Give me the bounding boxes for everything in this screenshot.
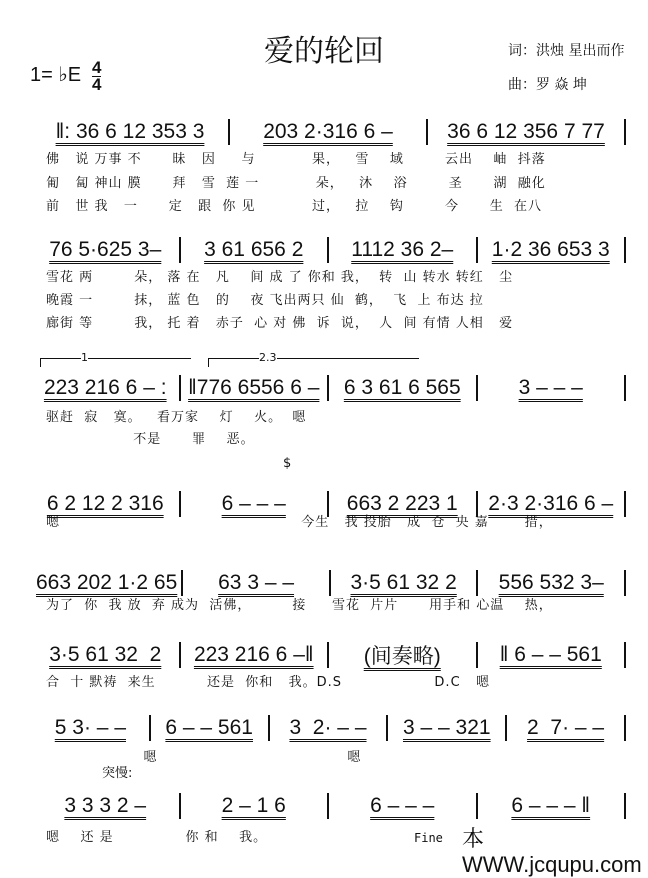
bar-line xyxy=(327,642,329,668)
bar-line xyxy=(327,237,329,263)
bar-line xyxy=(386,715,388,741)
bar-line xyxy=(624,642,626,668)
bar-line xyxy=(624,715,626,741)
measure: 1112 36 2– xyxy=(351,238,454,261)
bar-line xyxy=(476,793,478,819)
measure: 2 – 1 6 xyxy=(221,794,286,817)
volta-2-label: 2.3 xyxy=(259,351,277,364)
bar-line xyxy=(624,793,626,819)
bar-line xyxy=(624,491,626,517)
notation-system xyxy=(36,792,630,820)
notation-system xyxy=(36,490,630,518)
measure: 556 532 3– xyxy=(498,571,604,594)
lyric-line: 嗯 还 是 你 和 我。 xyxy=(46,830,268,845)
bar-line xyxy=(149,715,151,741)
notation-system xyxy=(36,236,630,264)
measure: ‖ 6 – – 561 xyxy=(499,643,602,666)
notation-system xyxy=(36,569,630,597)
bar-line xyxy=(228,119,230,145)
volta-1-label: 1 xyxy=(81,351,88,364)
meter-bottom: 4 xyxy=(92,75,102,94)
measure: 6 2 12 2 316 xyxy=(46,492,164,515)
measure: 3 – – – xyxy=(518,376,583,399)
bar-line xyxy=(179,793,181,819)
tempo-note: 突慢: xyxy=(102,766,133,781)
bar-line xyxy=(179,642,181,668)
measure: 663 202 1·2 65 xyxy=(36,571,178,594)
bar-line xyxy=(327,491,329,517)
bar-line xyxy=(268,715,270,741)
measure: 6 – – – xyxy=(370,794,435,817)
bar-line xyxy=(179,491,181,517)
lyric-line: 合 十 默祷 来生 还是 你和 我。D.S D.C 嗯 xyxy=(46,675,491,690)
bar-line xyxy=(327,793,329,819)
lyric-line: 嗯 嗯 xyxy=(46,750,362,765)
measure: 3 – – 321 xyxy=(402,716,491,739)
measure: 6 – – 561 xyxy=(165,716,253,739)
bar-line xyxy=(181,570,183,596)
meter-top: 4 xyxy=(92,58,102,77)
lyric-line: 驱赶 寂 寞。 看万家 灯 火。 嗯 xyxy=(46,410,307,425)
measure: 6 – – – ‖ xyxy=(511,794,591,817)
lyric-line: 雪花 两 朵， 落 在 凡 间 成 了 你和 我， 转 山 转水 转红 尘 xyxy=(46,270,514,285)
volta-1 xyxy=(40,351,191,367)
measure: 3 3 3 2 – xyxy=(64,794,147,817)
bar-line xyxy=(476,237,478,263)
bar-line xyxy=(624,375,626,401)
measure: 663 2 223 1 xyxy=(346,492,458,515)
bar-line xyxy=(327,375,329,401)
watermark: 本WWW.jcqupu.com xyxy=(462,826,642,877)
measure: 3 61 656 2 xyxy=(204,238,304,261)
bar-line xyxy=(476,375,478,401)
fine-mark: Fine xyxy=(414,831,443,845)
measure: 2·3 2·316 6 – xyxy=(488,492,614,515)
measure: 1·2 36 653 3 xyxy=(491,238,610,261)
notation-system xyxy=(36,714,630,742)
lyric-line: 不是 罪 恶。 xyxy=(46,432,255,447)
lyric-line: 匍 匐 神山 膜 拜 雪 莲 一 朵， 沐 浴 圣 湖 融化 xyxy=(46,176,546,191)
measure: 6 3 61 6 565 xyxy=(343,376,461,399)
bar-line xyxy=(179,375,181,401)
measure: 6 – – – xyxy=(221,492,286,515)
measure: 5 3· – – xyxy=(54,716,126,739)
measure: 3·5 61 32 2 xyxy=(49,643,162,666)
key-signature: 1= ♭E xyxy=(30,64,82,86)
bar-line xyxy=(179,237,181,263)
song-title: 爱的轮回 xyxy=(264,34,384,69)
measure: 223 216 6 –‖ xyxy=(193,643,314,666)
time-signature xyxy=(92,60,101,93)
bar-line xyxy=(624,119,626,145)
notation-system xyxy=(36,374,630,402)
measure: ‖: 36 6 12 353 3 xyxy=(55,120,205,143)
bar-line xyxy=(624,570,626,596)
bar-line xyxy=(505,715,507,741)
measure: 203 2·316 6 – xyxy=(263,120,393,143)
measure: 36 6 12 356 7 77 xyxy=(447,120,605,143)
measure: (间奏略) xyxy=(363,645,441,668)
bar-line xyxy=(476,642,478,668)
measure: 3 2· – – xyxy=(289,716,367,739)
measure: 63 3 – – xyxy=(218,571,295,594)
lyric-line: 佛 说 万事 不 昧 因 与 果， 雪 域 云出 岫 抖落 xyxy=(46,152,546,167)
lyric-line: 晚霞 一 抹， 蓝 色 的 夜 飞出两只 仙 鹤， 飞 上 布达 拉 xyxy=(46,293,484,308)
lyric-line: 前 世 我 一 定 跟 你 见 过， 拉 钩 今 生 在八 xyxy=(46,199,543,214)
measure: 223 216 6 – : xyxy=(43,376,167,399)
lyricist: 词：洪烛 星出而作 xyxy=(508,43,625,59)
notation-system xyxy=(36,641,630,669)
bar-line xyxy=(624,237,626,263)
measure: ‖776 6556 6 – xyxy=(188,376,320,399)
measure: 2 7· – – xyxy=(527,716,605,739)
lyric-line: 廊街 等 我， 托 着 赤子 心 对 佛 诉 说， 人 间 有情 人相 爱 xyxy=(46,316,514,331)
segno-sign: $ xyxy=(283,456,292,471)
bar-line xyxy=(426,119,428,145)
notation-system xyxy=(36,118,630,146)
measure: 3·5 61 32 2 xyxy=(350,571,457,594)
bar-line xyxy=(476,570,478,596)
lyric-line: 嗯 今生 我 投胎 成 仓 央 嘉 措， xyxy=(46,515,553,530)
bar-line xyxy=(476,491,478,517)
bar-line xyxy=(329,570,331,596)
measure: 76 5·625 3– xyxy=(49,238,162,261)
volta-2-3 xyxy=(208,351,419,367)
lyric-line: 为了 你 我 放 弃 成为 活佛， 接 雪花 片片 用手和 心温 热， xyxy=(46,598,553,613)
composer: 曲：罗 焱 坤 xyxy=(508,77,587,93)
